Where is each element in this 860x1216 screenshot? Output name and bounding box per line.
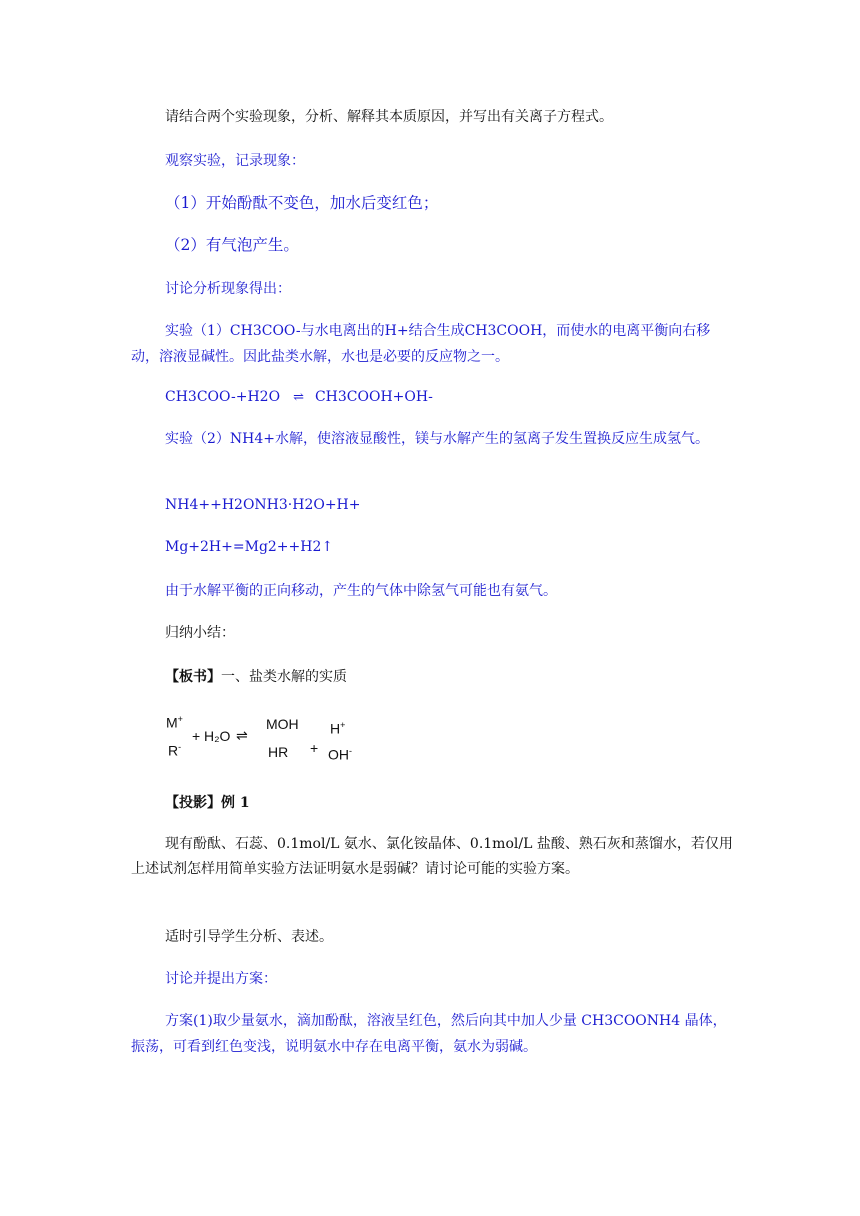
- experiment-1-explanation: 实验（1）CH3COO-与水电离出的H+结合生成CH3COOH，而使水的电离平衡向右移动，溶液显碱性。因此盐类水解，水也是必要的反应物之一。: [131, 323, 711, 365]
- formula-plus-2: +: [310, 740, 319, 756]
- instruction-line: 请结合两个实验现象，分析、解释其本质原因，并写出有关离子方程式。: [165, 109, 613, 125]
- formula-hr: HR: [268, 744, 289, 760]
- summary-heading: 归纳小结：: [165, 625, 235, 641]
- formula-h: H+: [330, 720, 346, 737]
- observation-1: （1）开始酚酞不变色，加水后变红色；: [165, 194, 439, 212]
- board-text: 一、盐类水解的实质: [221, 669, 347, 685]
- board-tag: 【板书】: [165, 669, 221, 685]
- example-problem: 现有酚酞、石蕊、0.1mol/L 氨水、氯化铵晶体、0.1mol/L 盐酸、熟石灰和蒸馏水，若仅用上述试剂怎样用简单实验方法证明氨水是弱碱？请讨论可能的实验方案。: [131, 836, 733, 877]
- equilibrium-arrow-icon: ⇌: [293, 390, 302, 405]
- formula-plus-1: +: [192, 728, 201, 744]
- guidance-line: 适时引导学生分析、表述。: [165, 929, 333, 945]
- plan-1: 方案(1)取少量氨水，滴加酚酞，溶液呈红色，然后向其中加人少量 CH3COONH4 晶体，振荡，可看到红色变浅，说明氨水中存在电离平衡，氨水为弱碱。: [131, 1013, 727, 1055]
- equation-acetate: [165, 384, 735, 411]
- ammonia-note: 由于水解平衡的正向移动，产生的气体中除氢气可能也有氨气。: [165, 583, 557, 599]
- plan-heading: 讨论并提出方案：: [165, 971, 277, 987]
- equation-ammonium: NH4++H2ONH3·H2O+H+: [165, 497, 361, 513]
- board-note: [165, 664, 735, 690]
- experiment-2-explanation: 实验（2）NH4+水解，使溶液显酸性，镁与水解产生的氢离子发生置换反应生成氢气。: [165, 431, 710, 447]
- projection-tag: 【投影】: [165, 795, 221, 811]
- observe-heading: 观察实验，记录现象：: [165, 153, 305, 169]
- formula-water: H₂O: [204, 728, 231, 744]
- projection-note: [165, 790, 735, 816]
- discussion-heading: 讨论分析现象得出：: [165, 281, 291, 297]
- formula-r: R-: [168, 742, 182, 759]
- formula-oh: OH-: [328, 746, 352, 763]
- formula-equilibrium-arrow-icon: ⇌: [236, 727, 248, 743]
- equation-magnesium: Mg+2H+=Mg2++H2↑: [165, 539, 334, 555]
- observation-2: （2）有气泡产生。: [165, 236, 299, 254]
- formula-m: M+: [166, 714, 183, 731]
- hydrolysis-formula: [164, 712, 364, 766]
- projection-example: 例 1: [221, 795, 250, 811]
- equation-acetate-right: CH3COOH+OH-: [314, 389, 433, 405]
- formula-moh: MOH: [266, 716, 299, 732]
- equation-acetate-left: CH3COO-+H2O: [165, 389, 281, 405]
